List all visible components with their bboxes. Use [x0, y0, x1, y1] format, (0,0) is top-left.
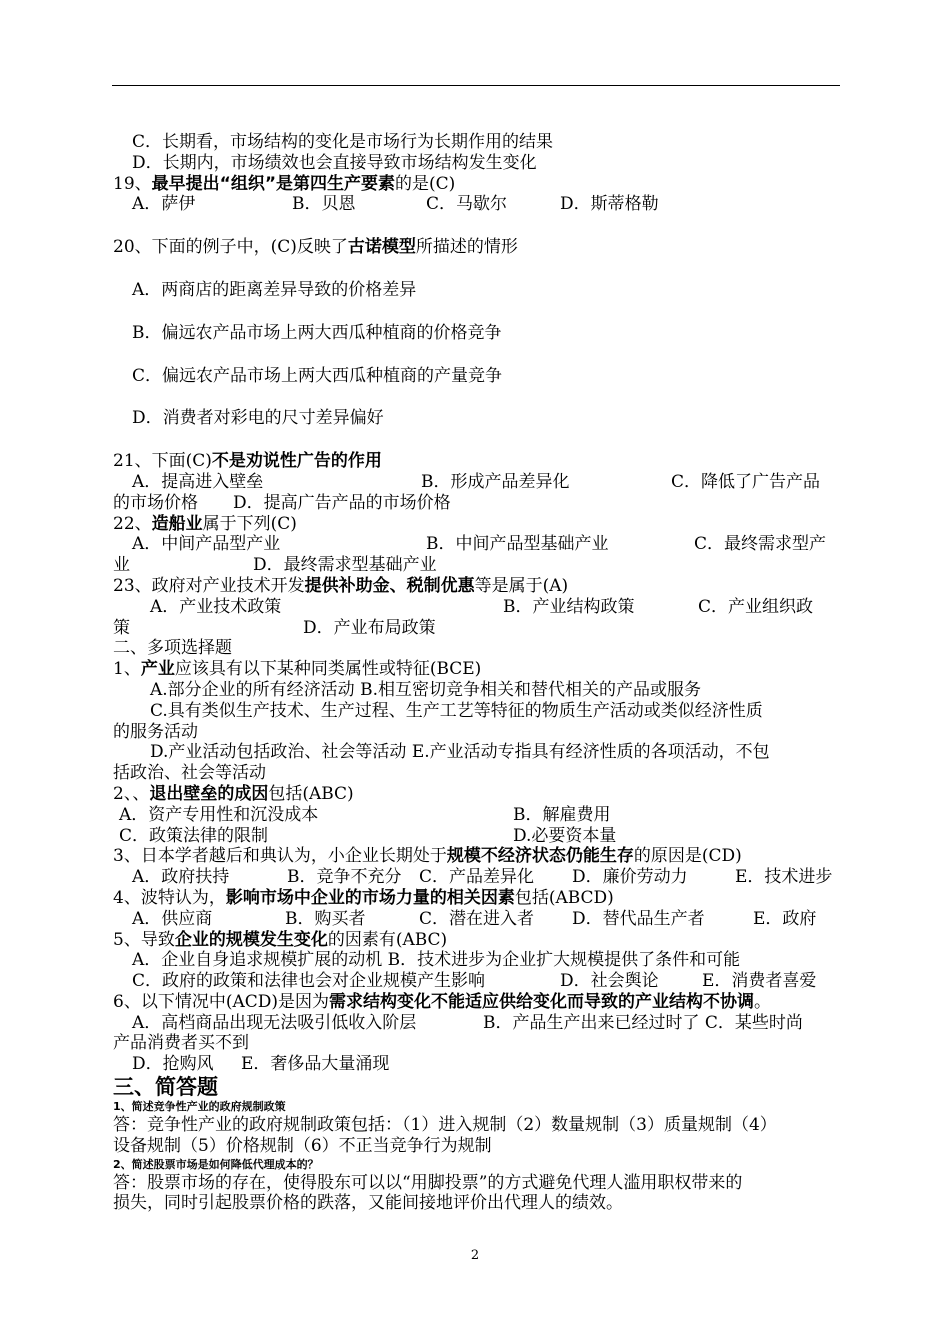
option-line: 产品消费者买不到	[113, 1033, 249, 1054]
section-heading: 二、多项选择题	[113, 638, 232, 659]
option-line: A.部分企业的所有经济活动 B.相互密切竞争相关和替代相关的产品或服务	[150, 679, 701, 700]
option-line: D．消费者对彩电的尺寸差异偏好	[132, 408, 384, 429]
mc-question-2: 2、、退出壁垒的成因包括(ABC)	[113, 783, 354, 804]
question-21-options: A．提高进入壁垒 B．形成产品差异化 C．降低了广告产品	[132, 471, 821, 492]
mc-question-4: 4、波特认为，影响市场中企业的市场力量的相关因素包括(ABCD)	[113, 887, 614, 908]
mc-question-5: 5、导致企业的规模发生变化的因素有(ABC)	[113, 929, 448, 950]
option-line: D．长期内，市场绩效也会直接导致市场结构发生变化	[132, 152, 537, 173]
answer-line: 损失，同时引起股票价格的跌落，又能间接地评价出代理人的绩效。	[113, 1193, 623, 1214]
mc-question-2-options: C．政策法律的限制 D.必要资本量	[119, 825, 617, 846]
question-23-options-cont: 策 D．产业布局政策	[113, 617, 436, 638]
option-line: B．偏远农产品市场上两大西瓜种植商的价格竞争	[132, 322, 502, 343]
document-body	[113, 132, 839, 1214]
question-21-options-cont: 的市场价格 D．提高广告产品的市场价格	[113, 492, 451, 513]
option-line: C．偏远农产品市场上两大西瓜种植商的产量竞争	[132, 365, 503, 386]
answer-line: 答：股票市场的存在，使得股东可以以“用脚投票”的方式避免代理人滥用职权带来的	[113, 1172, 743, 1193]
header-rule	[112, 85, 840, 86]
mc-question-6-options: A．高档商品出现无法吸引低收入阶层 B．产品生产出来已经过时了 C．某些时尚	[132, 1012, 803, 1033]
mc-question-6-options: D．抢购风 E．奢侈品大量涌现	[132, 1054, 390, 1075]
question-23-options: A．产业技术政策 B．产业结构政策 C．产业组织政	[150, 596, 814, 617]
question-21: 21、下面(C)不是劝说性广告的作用	[113, 451, 382, 472]
question-23: 23、政府对产业技术开发提供补助金、税制优惠等是属于(A)	[113, 575, 569, 596]
section-heading: 三、简答题	[113, 1075, 218, 1100]
question-19: 19、最早提出“组织”是第四生产要素的是(C)	[113, 173, 456, 194]
option-line: C.具有类似生产技术、生产过程、生产工艺等特征的物质生产活动或类似经济性质	[150, 700, 763, 721]
page-number: 2	[470, 1248, 480, 1263]
mc-question-2-options: A．资产专用性和沉没成本 B．解雇费用	[119, 804, 611, 825]
option-line: 的服务活动	[113, 721, 198, 742]
question-19-options: A．萨伊 B．贝恩 C．马歇尔 D．斯蒂格勒	[132, 194, 659, 215]
question-22-options: A．中间产品型产业 B．中间产品型基础产业 C．最终需求型产	[132, 534, 827, 555]
mc-question-3-options: A．政府扶持 B．竞争不充分 C．产品差异化 D．廉价劳动力 E．技术进步	[132, 867, 833, 888]
mc-question-4-options: A．供应商 B．购买者 C．潜在进入者 D．替代品生产者 E．政府	[132, 908, 817, 929]
question-22-options-cont: 业 D．最终需求型基础产业	[113, 555, 437, 576]
option-line: D.产业活动包括政治、社会等活动 E.产业活动专指具有经济性质的各项活动，不包	[150, 742, 770, 763]
mc-question-3: 3、日本学者越后和典认为，小企业长期处于规模不经济状态仍能生存的原因是(CD)	[113, 846, 742, 867]
answer-line: 答：竞争性产业的政府规制政策包括：（1）进入规制（2）数量规制（3）质量规制（4）	[113, 1115, 777, 1136]
option-line: 括政治、社会等活动	[113, 763, 266, 784]
mc-question-1: 1、产业应该具有以下某种同类属性或特征(BCE)	[113, 659, 482, 680]
short-question-2: 2、简述股票市场是如何降低代理成本的？	[113, 1157, 319, 1171]
mc-question-5-options: C．政府的政策和法律也会对企业规模产生影响 D．社会舆论 E．消费者喜爱	[132, 971, 817, 992]
question-22: 22、造船业属于下列(C)	[113, 513, 297, 534]
option-line: C．长期看，市场结构的变化是市场行为长期作用的结果	[132, 132, 554, 152]
option-line: A．两商店的距离差异导致的价格差异	[132, 279, 417, 300]
question-20: 20、下面的例子中，(C)反映了古诺模型所描述的情形	[113, 237, 518, 258]
short-question-1: 1、简述竞争性产业的政府规制政策	[113, 1100, 286, 1114]
mc-question-6: 6、以下情况中(ACD)是因为需求结构变化不能适应供给变化而导致的产业结构不协调。	[113, 991, 771, 1012]
option-line: A．企业自身追求规模扩展的动机 B．技术进步为企业扩大规模提供了条件和可能	[132, 950, 741, 971]
answer-line: 设备规制（5）价格规制（6）不正当竞争行为规制	[113, 1135, 492, 1156]
